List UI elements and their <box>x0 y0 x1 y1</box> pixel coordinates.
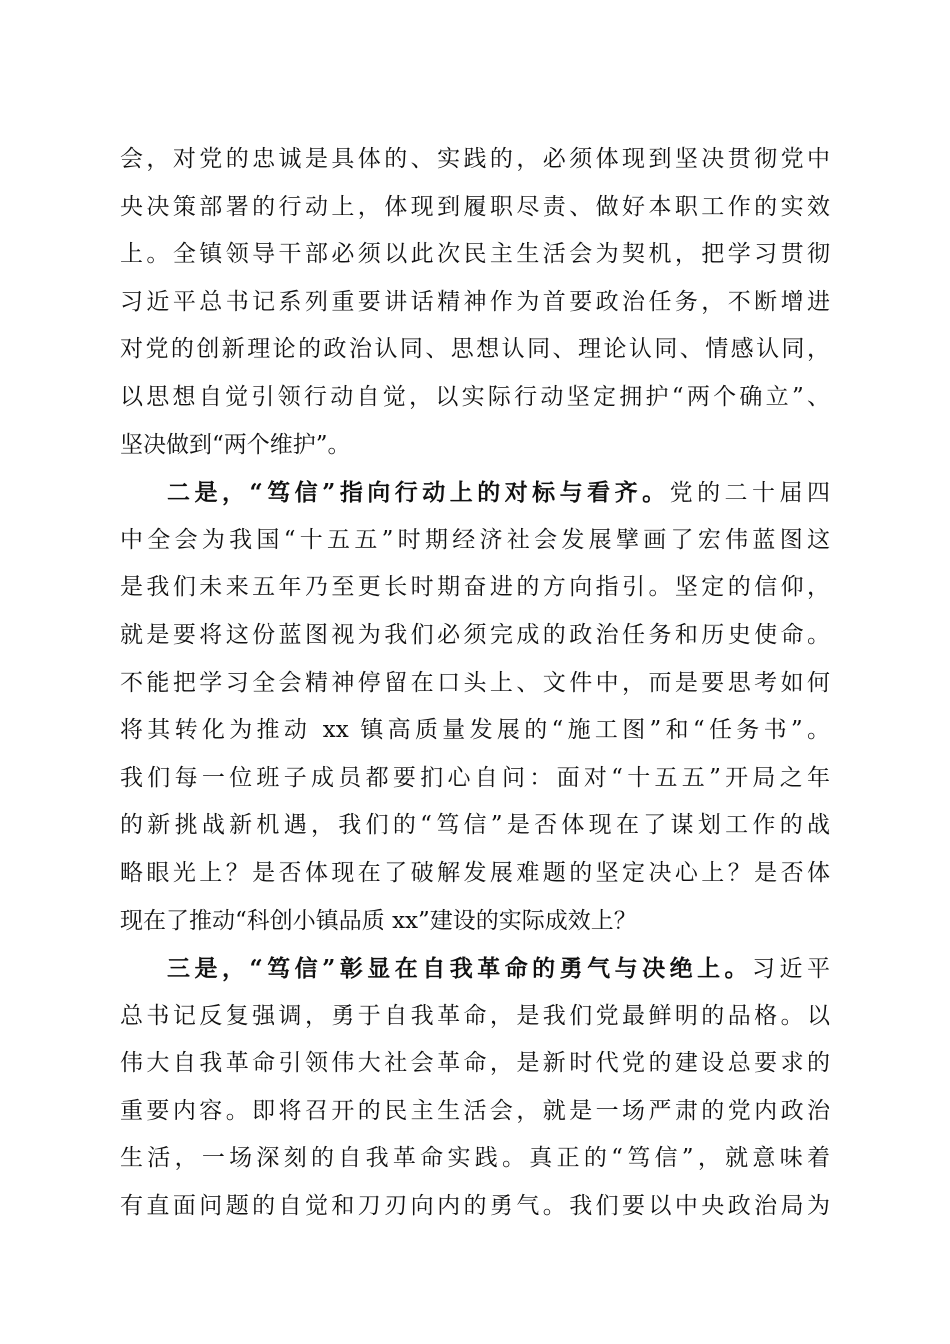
text-line: 的新挑战新机遇，我们的“笃信”是否体现在了谋划工作的战 <box>120 812 830 839</box>
text-line: 伟大自我革命引领伟大社会革命，是新时代党的建设总要求的 <box>120 1050 830 1077</box>
text-line: 我们每一位班子成员都要扪心自问：面对“十五五”开局之年 <box>120 764 830 791</box>
point-two-heading: 二是，“笃信”指向行动上的对标与看齐。 <box>167 479 670 507</box>
text-line: 重要内容。即将召开的民主生活会，就是一场严肃的党内政治 <box>120 1097 830 1124</box>
text-line: 就是要将这份蓝图视为我们必须完成的政治任务和历史使命。 <box>120 621 830 648</box>
text-line: 将其转化为推动 xx 镇高质量发展的“施工图”和“任务书”。 <box>120 717 830 744</box>
text-line <box>120 945 830 993</box>
text-line: 坚决做到“两个维护”。 <box>120 431 351 458</box>
text-line: 现在了推动“科创小镇品质 xx”建设的实际成效上？ <box>120 907 637 934</box>
text-line: 央决策部署的行动上，体现到履职尽责、做好本职工作的实效 <box>120 193 830 220</box>
text-line: 习近平总书记系列重要讲话精神作为首要政治任务，不断增进 <box>120 288 830 315</box>
text-line: 中全会为我国“十五五”时期经济社会发展擘画了宏伟蓝图这 <box>120 526 830 553</box>
text-line: 总书记反复强调，勇于自我革命，是我们党最鲜明的品格。以 <box>120 1002 830 1029</box>
text-line: 不能把学习全会精神停留在口头上、文件中，而是要思考如何 <box>120 669 830 696</box>
paragraph-point-three <box>120 945 830 1231</box>
point-three-heading: 三是，“笃信”彰显在自我革命的勇气与决绝上。 <box>167 955 753 983</box>
text-line: 会，对党的忠诚是具体的、实践的，必须体现到坚决贯彻党中 <box>120 146 830 172</box>
paragraph-continuation <box>120 136 830 469</box>
text-line: 略眼光上？是否体现在了破解发展难题的坚定决心上？是否体 <box>120 859 830 886</box>
text-line: 生活，一场深刻的自我革命实践。真正的“笃信”，就意味着 <box>120 1145 830 1172</box>
text-line: 对党的创新理论的政治认同、思想认同、理论认同、情感认同， <box>120 336 830 363</box>
text-line: 以思想自觉引领行动自觉，以实际行动坚定拥护“两个确立”、 <box>120 383 830 410</box>
paragraph-point-two <box>120 469 830 945</box>
text-line <box>120 469 830 517</box>
text-line: 有直面问题的自觉和刀刃向内的勇气。我们要以中央政治局为 <box>120 1193 830 1220</box>
text-line: 上。全镇领导干部必须以此次民主生活会为契机，把学习贯彻 <box>120 241 830 268</box>
point-three-first-text: 习近平 <box>752 956 830 983</box>
text-line: 是我们未来五年乃至更长时期奋进的方向指引。坚定的信仰， <box>120 574 830 601</box>
body-text <box>120 136 830 1231</box>
point-two-first-text: 党的二十届四 <box>669 480 830 507</box>
